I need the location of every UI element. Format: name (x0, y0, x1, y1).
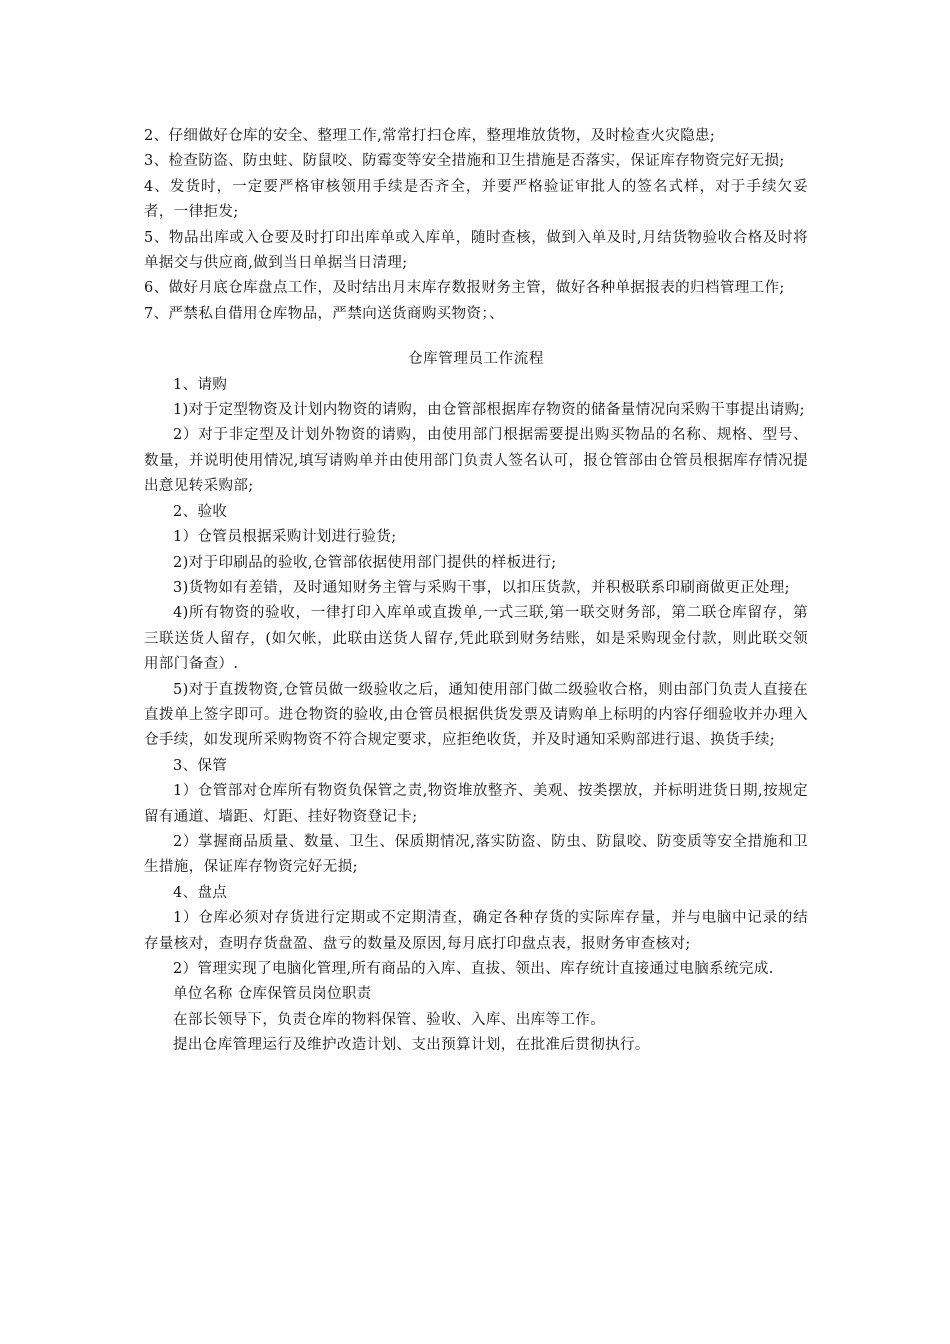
duty-item-2: 2、仔细做好仓库的安全、整理工作,常常打扫仓库，整理堆放货物，及时检查火灾隐患; (144, 128, 716, 144)
flow-paragraph: 1）仓库必须对存货进行定期或不定期清查，确定各种存货的实际库存量，并与电脑中记录的结存量核对，查明存货盘盈、盘亏的数量及原因,每月底打印盘点表，报财务审查核对; (144, 910, 808, 952)
flow-heading-inventory: 4、盘点 (173, 884, 228, 901)
flow-paragraph: 1）仓管员根据采购计划进行验货; (173, 529, 397, 546)
flow-paragraph: 1)对于定型物资及计划内物资的请购，由仓管部根据库存物资的储备量情况向采购干事提出请购; (173, 402, 805, 419)
flow-paragraph: 5)对于直拨物资,仓管员做一级验收之后，通知使用部门做二级验收合格，则由部门负责人直接在直拨单上签字即可。进仓物资的验收,由仓管员根据供货发票及请购单上标明的内容仔细验收并办理入仓手续，如发现所采购物资不符合规定要求，应拒绝收货，并及时通知采购部进行退、换货手续; (144, 681, 808, 749)
duty-item-3: 3、检查防盗、防虫蛀、防鼠咬、防霉变等安全措施和卫生措施是否落实，保证库存物资完好无损; (144, 153, 785, 170)
flow-heading-acceptance: 2、验收 (173, 503, 228, 520)
flow-heading-storage: 3、保管 (173, 757, 228, 774)
duty-item-5: 5、物品出库或入仓要及时打印出库单或入库单，随时查核，做到入单及时,月结货物验收合格及时将单据交与供应商,做到当日单据当日清理; (144, 229, 808, 272)
job-paragraph: 提出仓库管理运行及维护改造计划、支出预算计划，在批准后贯彻执行。 (173, 1037, 650, 1054)
section-title: 仓库管理员工作流程 (408, 351, 544, 368)
duty-item-6: 6、做好月底仓库盘点工作，及时结出月末库存数报财务主管，做好各种单据报表的归档管理工作; (144, 280, 785, 297)
flow-paragraph: 2）掌握商品质量、数量、卫生、保质期情况,落实防盗、防虫、防鼠咬、防变质等安全措施和卫生措施，保证库存物资完好无损; (144, 833, 808, 876)
flow-paragraph: 1）仓管部对仓库所有物资负保管之责,物资堆放整齐、美观、按类摆放，并标明进货日期,按规定留有通道、墙距、灯距、挂好物资登记卡; (144, 783, 808, 825)
duty-item-4: 4、发货时，一定要严格审核领用手续是否齐全，并要严格验证审批人的签名式样，对于手续欠妥者，一律拒发; (144, 178, 808, 221)
flow-paragraph: 4)所有物资的验收，一律打印入库单或直拨单,一式三联,第一联交财务部，第二联仓库留存，第三联送货人留存，(如欠帐，此联由送货人留存,凭此联到财务结账，如是采购现金付款，则此联交领用部门备查）. (144, 605, 808, 673)
flow-paragraph: 3)货物如有差错，及时通知财务主管与采购干事，以扣压货款，并积极联系印刷商做更正处理; (173, 579, 790, 596)
flow-heading-requisition: 1、请购 (173, 376, 228, 393)
flow-paragraph: 2）管理实现了电脑化管理,所有商品的入库、直拔、领出、库存统计直接通过电脑系统完成. (173, 961, 774, 977)
job-paragraph: 在部长领导下，负责仓库的物料保管、验收、入库、出库等工作。 (173, 1011, 606, 1028)
flow-paragraph: 2）对于非定型及计划外物资的请购，由使用部门根据需要提出购买物品的名称、规格、型号、数量，并说明使用情况,填写请购单并由使用部门负责人签名认可，报仓管部由仓管员根据库存情况提出意见转采购部; (144, 427, 808, 495)
job-title-line: 单位名称 仓库保管员岗位职责 (173, 986, 372, 1003)
duty-item-7: 7、严禁私自借用仓库物品，严禁向送货商购买物资；、 (144, 305, 504, 322)
flow-paragraph: 2)对于印刷品的验收,仓管部依据使用部门提供的样板进行; (173, 554, 557, 571)
